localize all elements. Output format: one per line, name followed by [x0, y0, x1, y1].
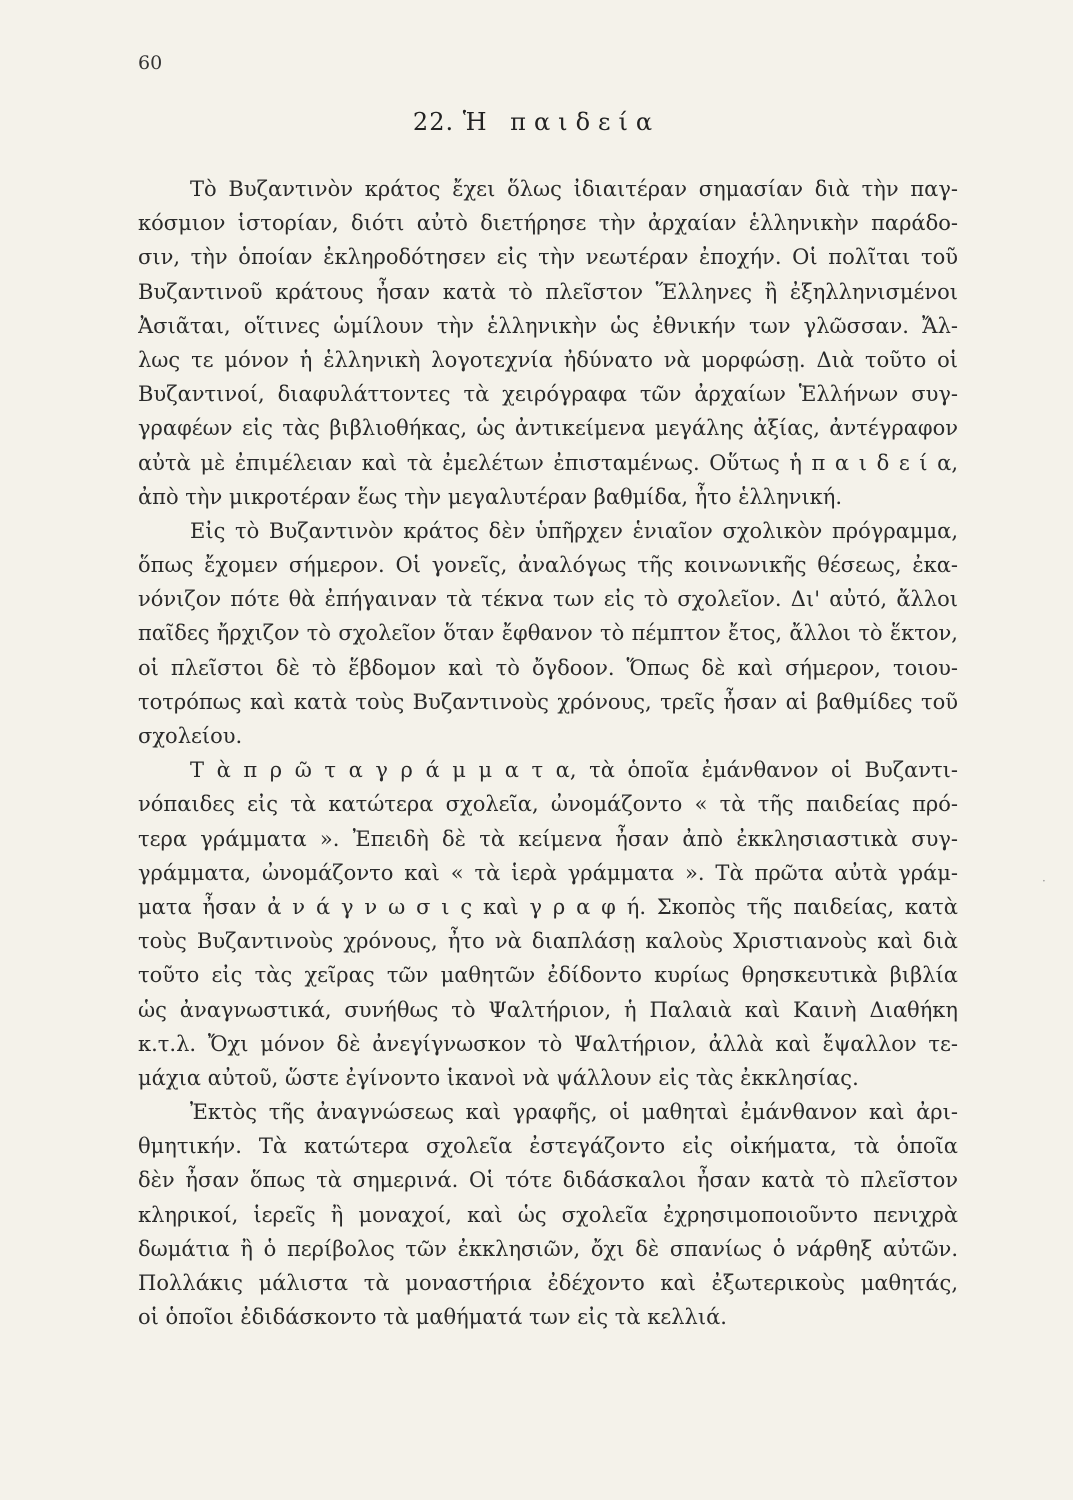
text-line: τοτρόπως καὶ κατὰ τοὺς Βυζαντινοὺς χρόνους, τρεῖς ἦσαν αἱ βαθμίδες τοῦ: [138, 689, 958, 714]
chapter-title: [0, 108, 1073, 136]
margin-mark: ·: [1042, 874, 1046, 888]
text-line: Ἀσιᾶται, οἵτινες ὡμίλουν τὴν ἑλληνικὴν ὡς ἐθνικήν των γλῶσσαν. Ἄλ-: [138, 313, 958, 338]
text-line: σχολείου.: [138, 724, 243, 748]
text-line: ὡς ἀναγνωστικά, συνήθως τὸ Ψαλτήριον, ἡ Παλαιὰ καὶ Καινὴ Διαθήκη: [138, 997, 958, 1022]
text-line: τερα γράμματα ». Ἐπειδὴ δὲ τὰ κείμενα ἦσαν ἀπὸ ἐκκλησιαστικὰ συγ-: [138, 826, 958, 851]
text-line: ἀπὸ τὴν μικροτέραν ἕως τὴν μεγαλυτέραν βαθμίδα, ἦτο ἑλληνική.: [138, 484, 843, 509]
text-line: νόνιζον πότε θὰ ἐπήγαιναν τὰ τέκνα των εἰς τὸ σχολεῖον. Δι' αὐτό, ἄλλοι: [138, 587, 958, 612]
text-line: τοῦτο εἰς τὰς χεῖρας τῶν μαθητῶν ἐδίδοντο κυρίως θρησκευτικὰ βιβλία: [138, 963, 958, 988]
body-text: [138, 172, 958, 1334]
text-line: θμητικήν. Τὰ κατώτερα σχολεῖα ἐστεγάζοντο εἰς οἰκήματα, τὰ ὁποῖα: [138, 1134, 958, 1159]
text-line: Τὸ Βυζαντινὸν κράτος ἔχει ὅλως ἰδιαιτέραν σημασίαν διὰ τὴν παγ-: [190, 177, 958, 201]
text-line: κόσμιον ἱστορίαν, διότι αὐτὸ διετήρησε τὴν ἀρχαίαν ἑλληνικὴν παράδο-: [138, 211, 958, 236]
page-number: 60: [138, 52, 163, 74]
chapter-word: Ἡ παιδεία: [462, 108, 661, 136]
text-line: Βυζαντινοί, διαφυλάττοντες τὰ χειρόγραφα τῶν ἀρχαίων Ἑλλήνων συγ-: [138, 382, 958, 407]
text-line: κληρικοί, ἱερεῖς ἢ μοναχοί, καὶ ὡς σχολεῖα ἐχρησιμοποιοῦντο πενιχρὰ: [138, 1202, 958, 1227]
text-line: Εἰς τὸ Βυζαντινὸν κράτος δὲν ὑπῆρχεν ἑνιαῖον σχολικὸν πρόγραμμα,: [190, 518, 958, 543]
text-line: οἱ πλεῖστοι δὲ τὸ ἕβδομον καὶ τὸ ὄγδοον. Ὅπως δὲ καὶ σήμερον, τοιου-: [138, 655, 958, 680]
text-line: δὲν ἦσαν ὅπως τὰ σημερινά. Οἱ τότε διδάσκαλοι ἦσαν κατὰ τὸ πλεῖστον: [138, 1168, 958, 1193]
text-line: παῖδες ἤρχιζον τὸ σχολεῖον ὅταν ἔφθανον τὸ πέμπτον ἔτος, ἄλλοι τὸ ἕκτον,: [138, 621, 958, 646]
text-line: λως τε μόνον ἡ ἑλληνικὴ λογοτεχνία ἠδύνατο νὰ μορφώσῃ. Διὰ τοῦτο οἱ: [138, 347, 958, 372]
text-line: αὐτὰ μὲ ἐπιμέλειαν καὶ τὰ ἐμελέτων ἐπισταμένως. Οὕτως ἡ π α ι δ ε ί α,: [138, 450, 958, 475]
text-line: κ.τ.λ. Ὄχι μόνον δὲ ἀνεγίγνωσκον τὸ Ψαλτήριον, ἀλλὰ καὶ ἔψαλλον τε-: [138, 1031, 958, 1056]
chapter-number: 22.: [412, 108, 455, 136]
text-line: Πολλάκις μάλιστα τὰ μοναστήρια ἐδέχοντο καὶ ἐξωτερικοὺς μαθητάς,: [138, 1271, 958, 1295]
text-line: οἱ ὁποῖοι ἐδιδάσκοντο τὰ μαθήματά των εἰς τὰ κελλιά.: [138, 1305, 727, 1330]
text-line: τοὺς Βυζαντινοὺς χρόνους, ἦτο νὰ διαπλάσῃ καλοὺς Χριστιανοὺς καὶ διὰ: [138, 929, 958, 954]
text-line: γράμματα, ὠνομάζοντο καὶ « τὰ ἱερὰ γράμματα ». Τὰ πρῶτα αὐτὰ γράμ-: [138, 860, 958, 885]
text-line: νόπαιδες εἰς τὰ κατώτερα σχολεῖα, ὠνομάζοντο « τὰ τῆς παιδείας πρό-: [138, 792, 958, 817]
text-line: ὅπως ἔχομεν σήμερον. Οἱ γονεῖς, ἀναλόγως τῆς κοινωνικῆς θέσεως, ἐκα-: [138, 553, 958, 578]
text-line: γραφέων εἰς τὰς βιβλιοθήκας, ὡς ἀντικείμενα μεγάλης ἀξίας, ἀντέγραφον: [138, 416, 958, 441]
text-line: Βυζαντινοῦ κράτους ἦσαν κατὰ τὸ πλεῖστον Ἕλληνες ἢ ἐξηλληνισμένοι: [138, 279, 958, 304]
text-line: Τ ὰ π ρ ῶ τ α γ ρ ά μ μ α τ α, τὰ ὁποῖα ἐμάνθανον οἱ Βυζαντι-: [190, 758, 958, 783]
text-line: σιν, τὴν ὁποίαν ἐκληροδότησεν εἰς τὴν νεωτέραν ἐποχήν. Οἱ πολῖται τοῦ: [138, 245, 958, 270]
text-line: Ἐκτὸς τῆς ἀναγνώσεως καὶ γραφῆς, οἱ μαθηταὶ ἐμάνθανον καὶ ἀρι-: [190, 1100, 958, 1125]
text-line: μάχια αὐτοῦ, ὥστε ἐγίνοντο ἱκανοὶ νὰ ψάλλουν εἰς τὰς ἐκκλησίας.: [138, 1065, 859, 1090]
text-line: δωμάτια ἢ ὁ περίβολος τῶν ἐκκλησιῶν, ὄχι δὲ σπανίως ὁ νάρθηξ αὐτῶν.: [138, 1236, 958, 1261]
text-line: ματα ἦσαν ἀ ν ά γ ν ω σ ι ς καὶ γ ρ α φ ή. Σκοπὸς τῆς παιδείας, κατὰ: [138, 894, 958, 919]
